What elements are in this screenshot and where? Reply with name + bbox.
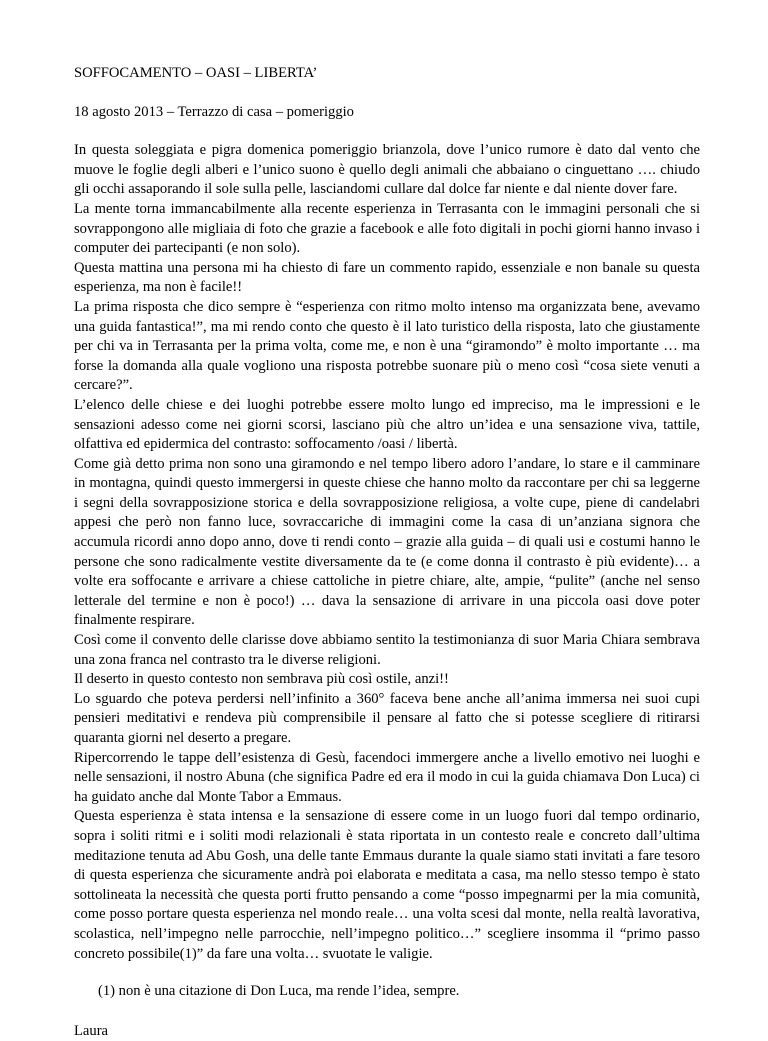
document-body (74, 141, 700, 964)
document-title: SOFFOCAMENTO – OASI – LIBERTA’ (74, 65, 318, 81)
paragraph: Questa mattina una persona mi ha chiesto di fare un commento rapido, essenziale e non banale su questa esperienza, ma non è facile!! (74, 259, 700, 296)
document-page (74, 64, 700, 1041)
paragraph: La mente torna immancabilmente alla recente esperienza in Terrasanta con le immagini personali che si sovrappongono alle migliaia di foto che grazie a facebook e alle foto digitali in pochi giorni hanno invaso i computer dei partecipanti (e non solo). (74, 200, 700, 257)
paragraph: Il deserto in questo contesto non sembrava più così ostile, anzi!! (74, 671, 449, 688)
paragraph: Questa esperienza è stata intensa e la sensazione di essere come in un luogo fuori dal tempo ordinario, sopra i soliti ritmi e i soliti modi relazionali è stata riportata in un contesto reale e concreto dall’ultima meditazione tenuta ad Abu Gosh, una delle tante Emmaus durante la quale siamo stati invitati a fare tesoro di questa esperienza che sicuramente andrà poi elaborata e meditata a casa, ma nello stesso tempo è stato sottolineata la necessità che questa porti frutto pensando a come “posso impegnarmi per la mia comunità, come posso portare questa esperienza nel mondo reale… una volta scesi dal monte, nella realtà lavorativa, scolastica, nell’impegno nelle parrocchie, nell’impegno politico…” scegliere insomma il “primo passo concreto possibile(1)” da fare una volta… svuotate le valigie. (74, 808, 700, 962)
signature: Laura (74, 1022, 109, 1039)
paragraph: Così come il convento delle clarisse dove abbiamo sentito la testimonianza di suor Maria Chiara sembrava una zona franca nel contrasto tra le diverse religioni. (74, 632, 700, 668)
date-line: 18 agosto 2013 – Terrazzo di casa – pomeriggio (74, 103, 354, 120)
paragraph: Lo sguardo che poteva perdersi nell’infinito a 360° faceva bene anche all’anima immersa nei suoi cupi pensieri meditativi e rendeva più comprensibile il pensare al fatto che si potesse scegliere di ritirarsi quaranta giorni nel deserto a pregare. (74, 690, 700, 746)
paragraph: L’elenco delle chiese e dei luoghi potrebbe essere molto lungo ed impreciso, ma le impressioni e le sensazioni adesso come nei giorni scorsi, lasciano più che altro un’idea e una sensazione viva, tattile, olfattiva ed epidermica del contrasto: soffocamento /oasi / libertà. (74, 396, 700, 453)
paragraph: Come già detto prima non sono una giramondo e nel tempo libero adoro l’andare, lo stare e il camminare in montagna, quindi questo immergersi in queste chiese che hanno molto da raccontare per chi sa leggerne i segni della sovrapposizione storica e della sovrapposizione religiosa, a volte cupe, piene di candelabri appesi che però non fanno luce, sovraccariche di immagini come la casa di un’anziana signora che accumula ricordi anno dopo anno, dove ti rendi conto – grazie alla guida – di quali usi e costumi hanno le persone che sono radicalmente vestite diversamente da te (e come donna il contrasto è più evidente)… a volte era soffocante e arrivare a chiese cattoliche in pietre chiare, alte, ampie, “pulite” (anche nel senso letterale del termine e non è poco!) … dava la sensazione di arrivare in una piccola oasi dove poter finalmente respirare. (74, 455, 700, 629)
footnote: (1) non è una citazione di Don Luca, ma rende l’idea, sempre. (98, 983, 460, 1000)
paragraph: Ripercorrendo le tappe dell’esistenza di Gesù, facendoci immergere anche a livello emotivo nei luoghi e nelle sensazioni, il nostro Abuna (che significa Padre ed era il modo in cui la guida chiamava Don Luca) ci ha guidato anche dal Monte Tabor a Emmaus. (74, 749, 700, 805)
paragraph: La prima risposta che dico sempre è “esperienza con ritmo molto intenso ma organizzata bene, avevamo una guida fantastica!”, ma mi rendo conto che questo è il lato turistico della risposta, lato che giustamente per chi va in Terrasanta per la prima volta, come me, e non è una “giramondo” è molto importante … ma forse la domanda alla quale vogliono una risposta potrebbe suonare più o meno così “cosa siete venuti a cercare?”. (74, 298, 700, 394)
paragraph: In questa soleggiata e pigra domenica pomeriggio brianzola, dove l’unico rumore è dato dal vento che muove le foglie degli alberi e l’unico suono è quello degli animali che abbaiano o cinguettano …. chiudo gli occhi assaporando il sole sulla pelle, lasciandomi cullare dal dolce far niente e dal niente dover fare. (74, 142, 700, 198)
